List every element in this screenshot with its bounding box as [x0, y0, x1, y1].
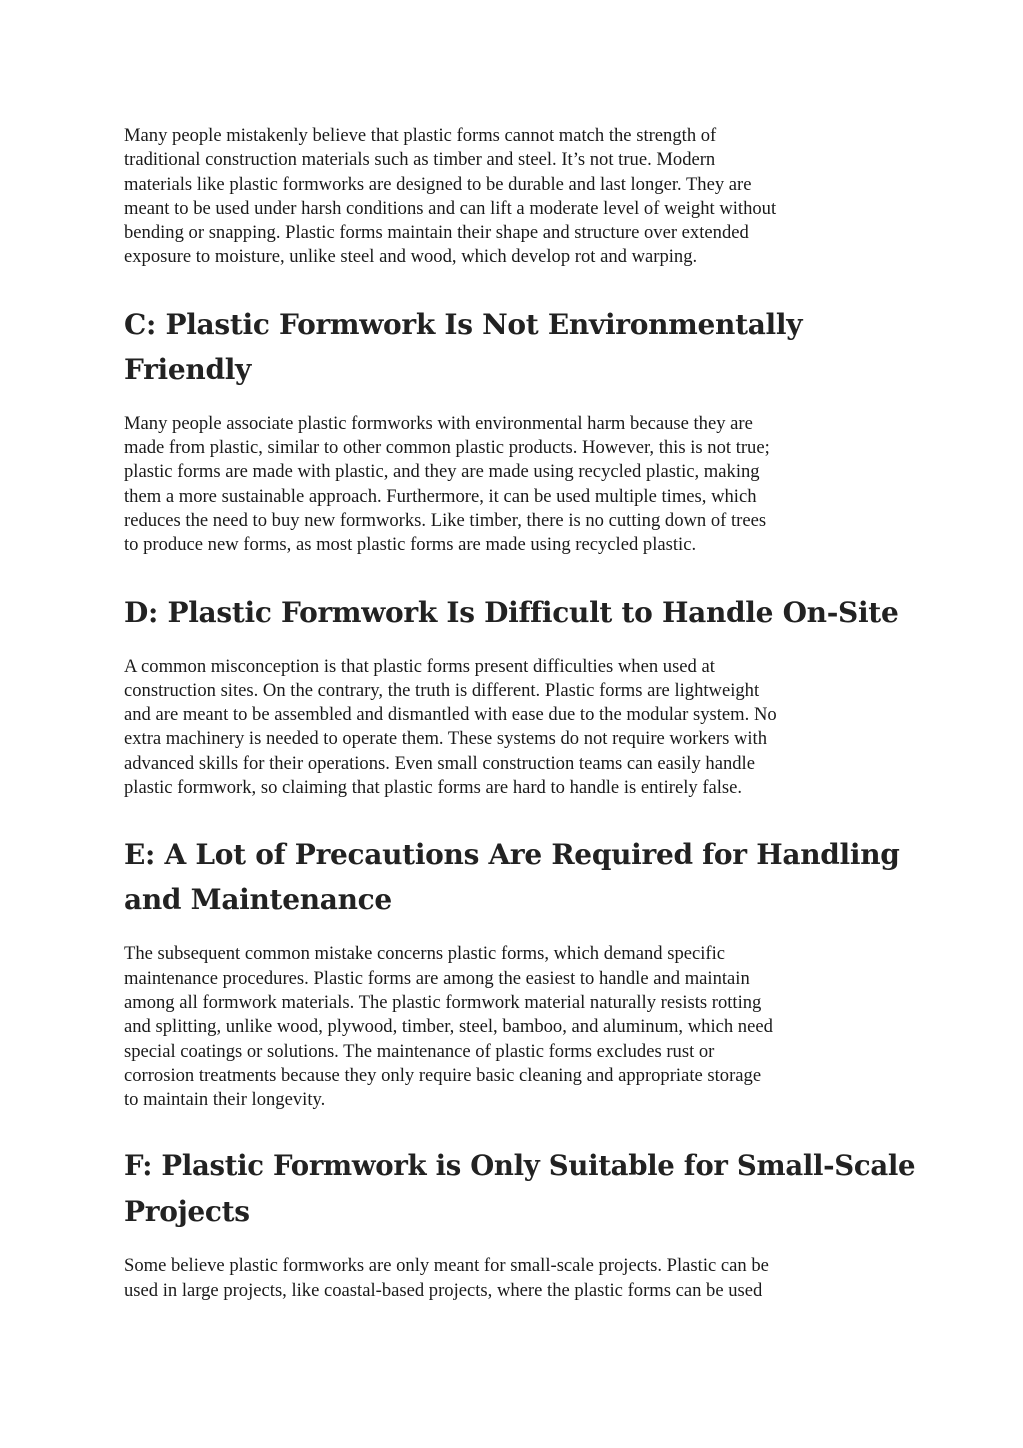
heading-line: Friendly [124, 352, 252, 386]
text-line: plastic forms are made with plastic, and they are made using recycled plastic, making [124, 461, 760, 483]
text-line: special coatings or solutions. The maintenance of plastic forms excludes rust or [124, 1040, 715, 1062]
paragraph-strength [124, 124, 914, 270]
heading-line: C: Plastic Formwork Is Not Environmentally [124, 307, 803, 341]
text-line: materials like plastic formworks are designed to be durable and last longer. They are [124, 173, 752, 195]
heading-line: E: A Lot of Precautions Are Required for Handling [124, 838, 900, 872]
text-line: advanced skills for their operations. Even small construction teams can easily handle [124, 752, 755, 774]
text-line: extra machinery is needed to operate them. These systems do not require workers with [124, 728, 768, 750]
text-line: and are meant to be assembled and dismantled with ease due to the modular system. No [124, 704, 777, 726]
heading-line: D: Plastic Formwork Is Difficult to Handle On-Site [124, 595, 899, 629]
text-line: Many people associate plastic formworks with environmental harm because they are [124, 412, 753, 434]
text-line: bending or snapping. Plastic forms maintain their shape and structure over extended [124, 222, 749, 244]
text-line: made from plastic, similar to other common plastic products. However, this is not true; [124, 437, 770, 459]
text-line: and splitting, unlike wood, plywood, timber, steel, bamboo, and aluminum, which need [124, 1016, 773, 1038]
heading-line: and Maintenance [124, 883, 392, 917]
heading-section-e [124, 832, 914, 922]
text-line: plastic formwork, so claiming that plastic forms are hard to handle is entirely false. [124, 777, 743, 799]
document-page [124, 124, 914, 1303]
paragraph-scale [124, 1254, 914, 1303]
text-line: A common misconception is that plastic forms present difficulties when used at [124, 655, 715, 677]
paragraph-handling [124, 655, 914, 801]
text-line: traditional construction materials such as timber and steel. It’s not true. Modern [124, 149, 716, 171]
text-line: corrosion treatments because they only require basic cleaning and appropriate storage [124, 1064, 762, 1086]
text-line: Some believe plastic formworks are only meant for small-scale projects. Plastic can be [124, 1255, 769, 1277]
heading-section-c [124, 302, 914, 392]
text-line: used in large projects, like coastal-based projects, where the plastic forms can be used [124, 1279, 763, 1301]
text-line: among all formwork materials. The plastic formwork material naturally resists rotting [124, 991, 762, 1013]
text-line: reduces the need to buy new formworks. Like timber, there is no cutting down of trees [124, 509, 767, 531]
text-line: exposure to moisture, unlike steel and wood, which develop rot and warping. [124, 246, 698, 268]
heading-section-d [124, 590, 914, 635]
text-line: meant to be used under harsh conditions and can lift a moderate level of weight without [124, 197, 777, 219]
text-line: maintenance procedures. Plastic forms are among the easiest to handle and maintain [124, 967, 750, 989]
text-line: The subsequent common mistake concerns plastic forms, which demand specific [124, 943, 726, 965]
paragraph-maintenance [124, 942, 914, 1112]
paragraph-environment [124, 412, 914, 558]
text-line: to maintain their longevity. [124, 1089, 326, 1111]
text-line: construction sites. On the contrary, the truth is different. Plastic forms are lightweight [124, 679, 760, 701]
heading-line: F: Plastic Formwork is Only Suitable for Small-Scale [124, 1150, 916, 1183]
text-line: them a more sustainable approach. Furthermore, it can be used multiple times, which [124, 485, 757, 507]
heading-line: Projects [124, 1195, 250, 1229]
text-line: to produce new forms, as most plastic forms are made using recycled plastic. [124, 534, 697, 556]
text-line: Many people mistakenly believe that plastic forms cannot match the strength of [124, 125, 717, 146]
heading-section-f [124, 1144, 914, 1234]
